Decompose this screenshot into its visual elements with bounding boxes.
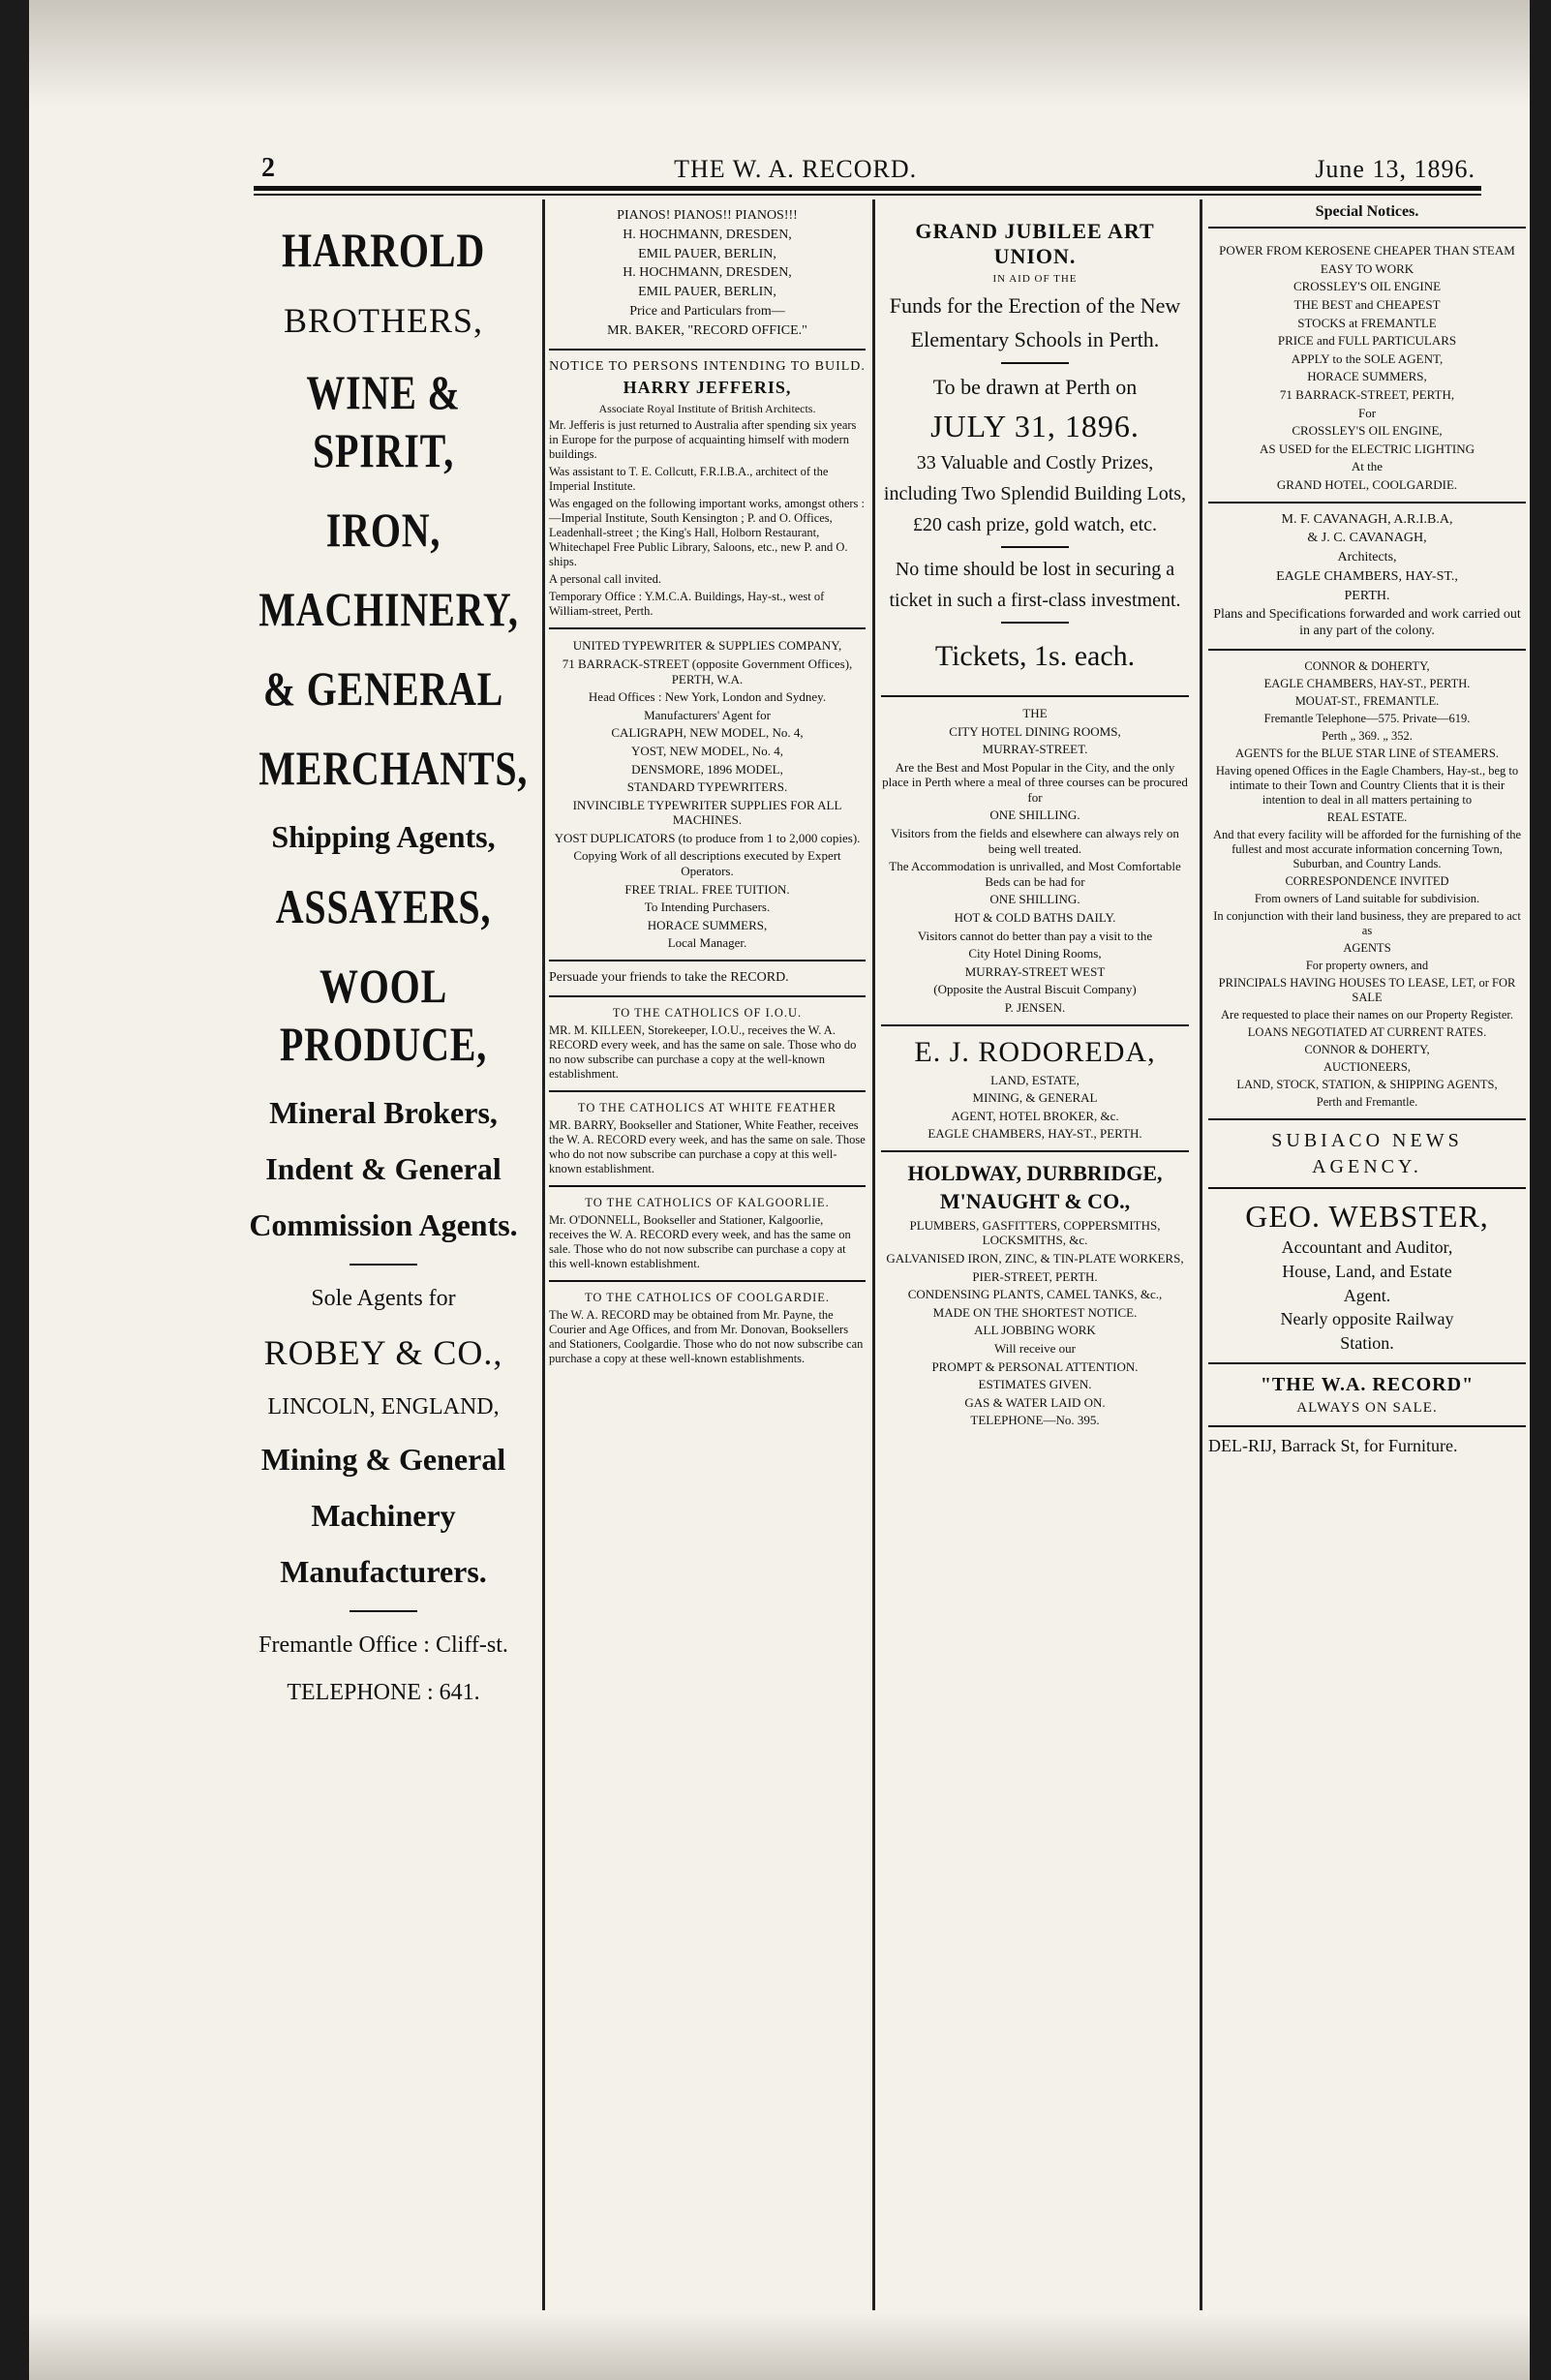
hotel-line: THE (1022, 705, 1048, 720)
typewriter-line: UNITED TYPEWRITER & SUPPLIES COMPANY, (572, 638, 842, 654)
prizes: 33 Valuable and Costly Prizes, including Two Splendid Building Lots, £20 cash prize, gold watch, etc. (883, 451, 1187, 535)
crossley-line: At the (1351, 459, 1384, 474)
kalgoorlie-heading: TO THE CATHOLICS OF KALGOORLIE. (585, 1195, 830, 1209)
crossley-line: POWER FROM KEROSENE CHEAPER THAN STEAM (1219, 243, 1515, 259)
connor-line: CONNOR & DOHERTY, (1304, 659, 1430, 674)
cavanagh-line: EAGLE CHAMBERS, HAY-ST., (1276, 568, 1458, 584)
harrold-line: Machinery (311, 1497, 456, 1533)
typewriter-line: STANDARD TYPEWRITERS. (626, 779, 788, 795)
typewriter-line: YOST DUPLICATORS (to produce from 1 to 2,000 copies). (554, 830, 861, 845)
architect-name: HARRY JEFFERIS, (623, 378, 792, 398)
kalgoorlie-notice (549, 1187, 866, 1282)
harrold-line: WOOL PRODUCE, (279, 958, 488, 1071)
hotel-line: ONE SHILLING. (989, 892, 1080, 907)
harrold-line: TELEPHONE : 641. (287, 1679, 480, 1705)
hotel-line: MURRAY-STREET WEST (964, 963, 1106, 979)
pianos-line: Price and Particulars from— (629, 303, 785, 319)
pianos-line: EMIL PAUER, BERLIN, (638, 285, 776, 300)
kalgoorlie-body: Mr. O'DONNELL, Bookseller and Stationer, Kalgoorlie, receives the W. A. RECORD every week, and has the same on sale. Those who do not now subscribe can purchase a copy at this well-known establishment. (549, 1212, 851, 1270)
architect-advert (549, 351, 866, 630)
rodoreda-line: MINING, & GENERAL (972, 1090, 1098, 1106)
coolgardie-notice (549, 1282, 866, 1375)
white-feather-notice (549, 1092, 866, 1187)
art-union-advert (881, 199, 1189, 697)
cavanagh-line: Plans and Specifications forwarded and work carried out in any part of the colony. (1213, 607, 1521, 639)
webster-name: GEO. WEBSTER, (1245, 1199, 1489, 1235)
architect-body (549, 418, 866, 619)
white-feather-body: MR. BARRY, Bookseller and Stationer, White Feather, receives the W. A. RECORD every week, and has the same on sale. Those who do not now subscribe can purchase a copy at this well-known establishment. (549, 1117, 866, 1175)
subiaco-line: SUBIACO NEWS (1271, 1130, 1463, 1152)
crossley-line: THE BEST and CHEAPEST (1293, 296, 1441, 312)
typewriter-line: Copying Work of all descriptions executed by Expert Operators. (573, 848, 841, 879)
holdway-line: PIER-STREET, PERTH. (972, 1268, 1098, 1284)
typewriter-line: DENSMORE, 1896 MODEL, (631, 761, 783, 777)
column-harrold-brothers (228, 199, 539, 2310)
architect-title: Associate Royal Institute of British Architects. (598, 401, 816, 415)
pianos-line: EMIL PAUER, BERLIN, (638, 246, 776, 261)
del-rij-advert: DEL-RIJ, Barrack St, for Furniture. (1208, 1436, 1458, 1456)
connor-line: Fremantle Telephone—575. Private—619. (1263, 712, 1471, 726)
holdway-line: ESTIMATES GIVEN. (978, 1377, 1092, 1392)
typewriter-line: Local Manager. (667, 935, 747, 951)
typewriter-line: HORACE SUMMERS, (647, 917, 768, 932)
cavanagh-line: & J. C. CAVANAGH, (1307, 531, 1427, 546)
page-number: 2 (261, 153, 276, 183)
crossley-line: PRICE and FULL PARTICULARS (1277, 333, 1457, 349)
pianos-line: PIANOS! PIANOS!! PIANOS!!! (617, 208, 798, 223)
harrold-line: Fremantle Office : Cliff-st. (258, 1632, 508, 1658)
connor-line: CORRESPONDENCE INVITED (1285, 874, 1449, 889)
art-union-heading: GRAND JUBILEE ART UNION. (915, 219, 1155, 269)
city-hotel-advert (881, 697, 1189, 1026)
iou-notice (549, 997, 866, 1092)
draw-date: JULY 31, 1896. (930, 408, 1140, 443)
crossley-line: 71 BARRACK-STREET, PERTH, (1279, 386, 1455, 402)
harrold-line: ROBEY & CO., (263, 1332, 503, 1372)
harrold-line: Sole Agents for (311, 1285, 456, 1311)
connor-line: In conjunction with their land business, they are prepared to act as (1213, 909, 1521, 938)
record-sale: ALWAYS ON SALE. (1296, 1400, 1438, 1417)
no-time: No time should be lost in securing a ticket in such a first-class investment. (889, 558, 1181, 611)
drawn-at: To be drawn at Perth on (932, 375, 1138, 400)
holdway-title-line: HOLDWAY, DURBRIDGE, (907, 1160, 1163, 1185)
art-union-body: Funds for the Erection of the New Elementary Schools in Perth. (889, 292, 1181, 352)
typewriter-advert (549, 629, 866, 961)
scan-noise-bottom (29, 2312, 1530, 2380)
webster-line: Accountant and Auditor, (1281, 1237, 1453, 1258)
holdway-line: Will receive our (994, 1340, 1076, 1356)
art-union-sub: IN AID OF THE (992, 272, 1078, 285)
typewriter-line: Head Offices : New York, London and Sydney. (588, 689, 827, 705)
hotel-line: MURRAY-STREET. (982, 742, 1088, 757)
holdway-name (881, 1161, 1189, 1215)
harrold-line: WINE & SPIRIT, (306, 365, 461, 478)
holdway-line: MADE ON THE SHORTEST NOTICE. (932, 1304, 1138, 1320)
connor-line: And that every facility will be afforded for the furnishing of the fullest and most accurate information concerning Town, Suburban, and Country Lands. (1212, 828, 1522, 871)
holdway-body (881, 1218, 1189, 1428)
record-name: "THE W.A. RECORD" (1260, 1374, 1475, 1396)
harrold-line: IRON, (325, 503, 441, 558)
rodoreda-line: EAGLE CHAMBERS, HAY-ST., PERTH. (928, 1126, 1142, 1142)
divider (350, 1610, 417, 1612)
connor-line: CONNOR & DOHERTY, (1304, 1043, 1430, 1057)
iou-heading: TO THE CATHOLICS OF I.O.U. (612, 1005, 803, 1020)
connor-line: For property owners, and (1305, 959, 1429, 973)
connor-line: Perth „ 369. „ 352. (1322, 729, 1413, 744)
pianos-line: MR. BAKER, "RECORD OFFICE." (607, 322, 807, 338)
architect-paragraph: Mr. Jefferis is just returned to Australia after spending six years in Europe for the purpose of acquainting himself with modern buildings. (549, 418, 857, 462)
hotel-line: Visitors cannot do better than pay a visit to the (917, 928, 1153, 943)
holdway-line: ALL JOBBING WORK (974, 1323, 1096, 1338)
connor-line: PRINCIPALS HAVING HOUSES TO LEASE, LET, or FOR SALE (1218, 976, 1516, 1005)
architect-paragraph: A personal call invited. (549, 572, 661, 587)
holdway-line: TELEPHONE—No. 395. (970, 1413, 1100, 1428)
hotel-line: P. JENSEN. (1004, 1000, 1066, 1016)
holdway-line: GALVANISED IRON, ZINC, & TIN-PLATE WORKERS, (886, 1250, 1184, 1266)
typewriter-line: INVINCIBLE TYPEWRITER SUPPLIES FOR ALL MACHINES. (572, 797, 842, 828)
holdway-line: GAS & WATER LAID ON. (964, 1394, 1106, 1410)
column-2 (545, 199, 869, 2310)
masthead-rule (254, 186, 1481, 191)
holdway-line: CONDENSING PLANTS, CAMEL TANKS, &c., (907, 1287, 1163, 1302)
rodoreda-line: LAND, ESTATE, (990, 1072, 1080, 1087)
cavanagh-advert (1208, 503, 1526, 652)
hotel-line: ONE SHILLING. (989, 808, 1080, 823)
connor-line: AUCTIONEERS, (1323, 1060, 1411, 1075)
webster-line: House, Land, and Estate (1282, 1262, 1452, 1282)
crossley-oil-engine-advert (1208, 234, 1526, 503)
connor-line: LOANS NEGOTIATED AT CURRENT RATES. (1247, 1025, 1487, 1040)
typewriter-line: CALIGRAPH, NEW MODEL, No. 4, (611, 725, 804, 741)
hotel-line: Are the Best and Most Popular in the City, and the only place in Perth where a meal of three courses can be procured for (882, 759, 1188, 805)
crossley-line: CROSSLEY'S OIL ENGINE, (1292, 423, 1443, 439)
scan-noise-top (29, 0, 1530, 107)
harrold-line: Manufacturers. (280, 1554, 487, 1590)
harrold-line: Mining & General (260, 1441, 506, 1477)
crossley-line: GRAND HOTEL, COOLGARDIE. (1276, 476, 1458, 492)
connor-line: AGENTS for the BLUE STAR LINE of STEAMERS. (1235, 747, 1499, 761)
record-sale-advert (1208, 1364, 1526, 1427)
harrold-line: ASSAYERS, (275, 878, 492, 933)
connor-line: Are requested to place their names on our Property Register. (1221, 1008, 1513, 1022)
architect-paragraph: Was engaged on the following important works, amongst others :—Imperial Institute, South Kensington ; P. and O. Offices, Leadenhall-street ; the King's Hall, Holborn Restaurant, Whitechapel Free Public Library, Saloons, etc., new P. and O. ships. (549, 497, 866, 569)
connor-line: LAND, STOCK, STATION, & SHIPPING AGENTS, (1236, 1078, 1498, 1092)
crossley-line: APPLY to the SOLE AGENT, (1291, 351, 1444, 366)
rodoreda-name: E. J. RODOREDA, (914, 1035, 1156, 1068)
typewriter-line: Manufacturers' Agent for (644, 707, 771, 722)
typewriter-line: YOST, NEW MODEL, No. 4, (631, 743, 783, 758)
connor-line: EAGLE CHAMBERS, HAY-ST., PERTH. (1263, 677, 1471, 691)
harrold-line: MACHINERY, (258, 582, 519, 637)
connor-line: Perth and Fremantle. (1316, 1095, 1418, 1110)
harrold-line: Mineral Brokers, (269, 1094, 498, 1130)
notice-heading: NOTICE TO PERSONS INTENDING TO BUILD. (549, 358, 866, 374)
connor-line: Having opened Offices in the Eagle Chambers, Hay-st., beg to intimate to their Town and Country Clients that it is their intention to deal in all matters pertaining to (1215, 764, 1519, 808)
connor-line: MOUAT-ST., FREMANTLE. (1294, 694, 1440, 709)
column-3 (875, 199, 1195, 2310)
special-notices-heading: Special Notices. (1315, 203, 1419, 220)
connor-line: From owners of Land suitable for subdivision. (1254, 892, 1480, 906)
harrold-line: LINCOLN, ENGLAND, (267, 1393, 500, 1419)
crossley-line: STOCKS at FREMANTLE (1297, 315, 1437, 330)
harrold-line: Shipping Agents, (271, 819, 496, 855)
holdway-title-line: M'NAUGHT & CO., (939, 1189, 1131, 1214)
connor-line: REAL ESTATE. (1326, 810, 1408, 825)
holdway-line: PLUMBERS, GASFITTERS, COPPERSMITHS, LOCKSMITHS, &c. (909, 1217, 1161, 1248)
harrold-line: & GENERAL (262, 661, 504, 717)
tickets-price: Tickets, 1s. each. (934, 639, 1136, 672)
connor-doherty-advert (1208, 651, 1526, 1120)
masthead-rule-thin (254, 194, 1481, 196)
hotel-line: (Opposite the Austral Biscuit Company) (933, 982, 1137, 997)
crossley-line: For (1357, 405, 1377, 420)
rodoreda-line: AGENT, HOTEL BROKER, &c. (951, 1108, 1119, 1123)
rodoreda-advert (881, 1026, 1189, 1152)
harrold-line: HARROLD (281, 223, 486, 277)
crossley-line: HORACE SUMMERS, (1307, 369, 1427, 384)
holdway-advert (881, 1152, 1189, 1437)
harrold-line: Commission Agents. (249, 1207, 518, 1243)
crossley-line: CROSSLEY'S OIL ENGINE (1292, 279, 1442, 294)
hotel-line: The Accommodation is unrivalled, and Most Comfortable Beds can be had for (889, 859, 1181, 889)
architect-paragraph: Temporary Office : Y.M.C.A. Buildings, Hay-st., west of William-street, Perth. (549, 590, 825, 619)
architect-paragraph: Was assistant to T. E. Collcutt, F.R.I.B.A., architect of the Imperial Institute. (549, 465, 829, 494)
pianos-advert (549, 199, 866, 351)
subiaco-line: AGENCY. (1312, 1156, 1422, 1178)
divider (350, 1264, 417, 1266)
cavanagh-line: PERTH. (1344, 588, 1390, 603)
issue-date: June 13, 1896. (1315, 155, 1475, 183)
white-feather-heading: TO THE CATHOLICS AT WHITE FEATHER (577, 1100, 837, 1114)
crossley-line: EASY TO WORK (1320, 260, 1414, 276)
harrold-line: BROTHERS, (283, 301, 484, 340)
harrold-line: MERCHANTS, (258, 741, 529, 796)
divider (1208, 227, 1526, 229)
divider (1001, 546, 1069, 548)
divider (1001, 362, 1069, 364)
hotel-line: City Hotel Dining Rooms, (968, 946, 1102, 961)
pianos-line: H. HOCHMANN, DRESDEN, (623, 227, 792, 242)
divider (1001, 622, 1069, 624)
hotel-line: Visitors from the fields and elsewhere can always rely on being well treated. (891, 826, 1179, 856)
webster-line: Station. (1340, 1332, 1394, 1353)
coolgardie-body: The W. A. RECORD may be obtained from Mr. Payne, the Courier and Age Offices, and from Mr. Donovan, Booksellers and Stationers, Coolgardie. Those who do not now subscribe can purchase a copy at these well-known establishments. (549, 1307, 864, 1365)
crossley-line: AS USED for the ELECTRIC LIGHTING (1259, 441, 1475, 456)
hotel-line: HOT & COLD BATHS DAILY. (954, 910, 1116, 926)
pianos-line: H. HOCHMANN, DRESDEN, (623, 265, 792, 281)
persuade-text: Persuade your friends to take the RECORD. (549, 970, 789, 986)
iou-body: MR. M. KILLEEN, Storekeeper, I.O.U., receives the W. A. RECORD every week, and has the same on sale. Those who do no now subscribe can purchase a copy at the well-known establishment. (549, 1022, 857, 1081)
cavanagh-line: Architects, (1337, 550, 1397, 565)
webster-advert (1208, 1189, 1526, 1364)
harrold-line: Indent & General (265, 1150, 502, 1186)
column-4 (1202, 199, 1532, 2310)
subiaco-news-agency (1208, 1120, 1526, 1189)
webster-body (1208, 1237, 1526, 1354)
connor-line: AGENTS (1343, 941, 1391, 956)
persuade-notice (549, 961, 866, 997)
masthead (261, 145, 1475, 184)
typewriter-line: To Intending Purchasers. (644, 900, 771, 915)
rodoreda-body (881, 1073, 1189, 1142)
hotel-line: CITY HOTEL DINING ROOMS, (949, 723, 1121, 739)
newspaper-title: THE W. A. RECORD. (674, 155, 918, 183)
typewriter-line: FREE TRIAL. FREE TUITION. (624, 881, 790, 897)
webster-line: Nearly opposite Railway (1280, 1309, 1454, 1329)
typewriter-line: 71 BARRACK-STREET (opposite Government Offices), PERTH, W.A. (562, 656, 853, 687)
webster-line: Agent. (1343, 1285, 1391, 1305)
coolgardie-heading: TO THE CATHOLICS OF COOLGARDIE. (584, 1290, 831, 1304)
holdway-line: PROMPT & PERSONAL ATTENTION. (931, 1358, 1139, 1374)
cavanagh-line: M. F. CAVANAGH, A.R.I.B.A, (1281, 511, 1453, 527)
